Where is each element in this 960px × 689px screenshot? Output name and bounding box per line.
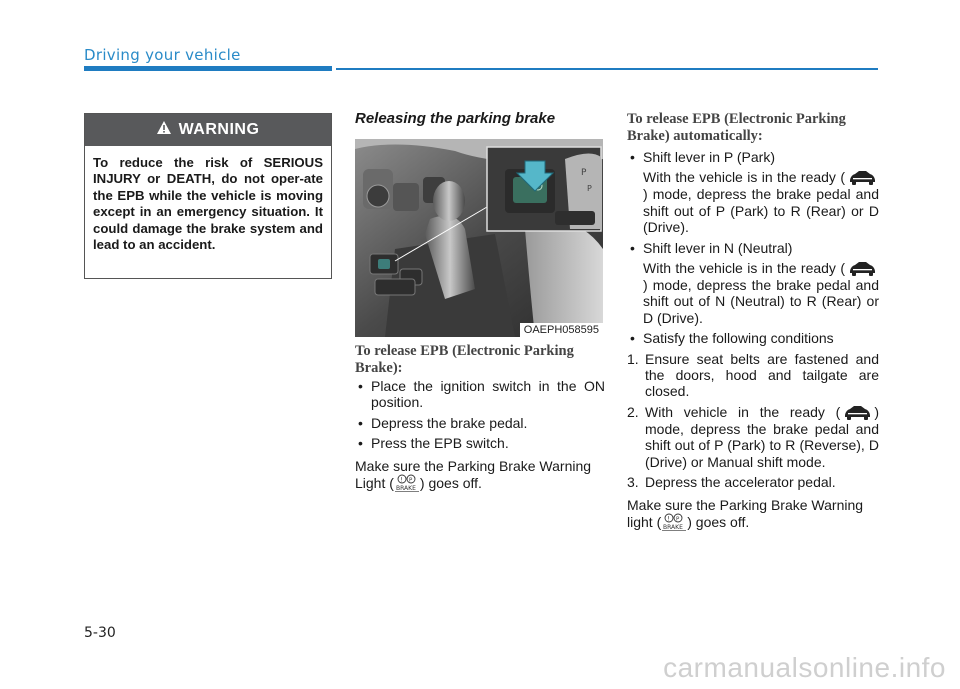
photo-code: OAEPH058595 [520,323,603,337]
list-item: • Shift lever in P (Park) [627,149,879,165]
warning-text: To reduce the risk of SERIOUS INJURY or DEATH, do not oper-ate the EPB while the vehicle is moving except in an emergency situation. It could damage the brake system and lead to an accident. [93,155,323,253]
ready-car-icon [847,170,877,186]
svg-text:!: ! [400,476,403,484]
warning-header [85,114,331,146]
header-rule-thin [336,68,878,70]
svg-text:!: ! [667,515,670,523]
warning-title: WARNING [178,121,260,138]
list-item: • Place the ignition switch in the ON position. [355,378,605,411]
case-n-description: With the vehicle is in the ready () mode, depress the brake pedal and shift out of N (Neutral) to R (Rear) or D (Drive). [643,260,879,326]
list-item: • Satisfy the following conditions [627,330,879,346]
svg-text:P: P [581,168,587,178]
list-item: 1. Ensure seat belts are fastened and the doors, hood and tailgate are closed. [627,350,879,400]
svg-text:P: P [676,516,680,523]
footer-watermark: carmanualsonline.info [663,652,946,683]
section-title: Releasing the parking brake [355,110,556,127]
list-item: • Depress the brake pedal. [355,415,605,431]
epb-console-photo [355,139,603,337]
svg-text:BRAKE: BRAKE [395,485,416,493]
manual-release-heading: To release EPB (Electronic Parking Brake): [355,343,574,376]
svg-text:BRAKE: BRAKE [663,523,684,531]
warning-box [84,113,332,279]
header-rule-thick [84,66,332,71]
svg-text:P: P [408,477,413,484]
ready-car-icon [847,261,877,277]
header-title: Driving your vehicle [84,46,241,64]
list-item: 3. Depress the accelerator pedal. [627,474,836,491]
ready-car-icon [842,405,872,421]
parking-brake-warning-icon [394,474,420,492]
auto-release-heading: To release EPB (Electronic Parking Brake) automatically: [627,111,846,144]
list-item: 2. With vehicle in the ready ( ) mode, depress the brake pedal and shift out of P (Park) to R (Reverse), D (Drive) or Manual shift mode. [627,403,879,470]
list-item: • Press the EPB switch. [355,435,605,451]
auto-note: Make sure the Parking Brake Warning light ( ! P BRAKE ) goes off. [627,496,864,531]
auto-release-body [627,149,879,531]
svg-text:P: P [587,184,592,193]
manual-note: Make sure the Parking Brake Warning Light ( ! P BRAKE ) goes off. [355,457,592,493]
parking-brake-warning-icon [661,513,687,531]
manual-release-body [355,378,605,492]
page-number: 5-30 [84,625,116,641]
warning-triangle-icon [157,121,171,139]
case-p-description: With the vehicle is in the ready () mode, depress the brake pedal and shift out of P (Park) to R (Rear) or D (Drive). [643,169,879,236]
list-item: • Shift lever in N (Neutral) [627,240,879,256]
